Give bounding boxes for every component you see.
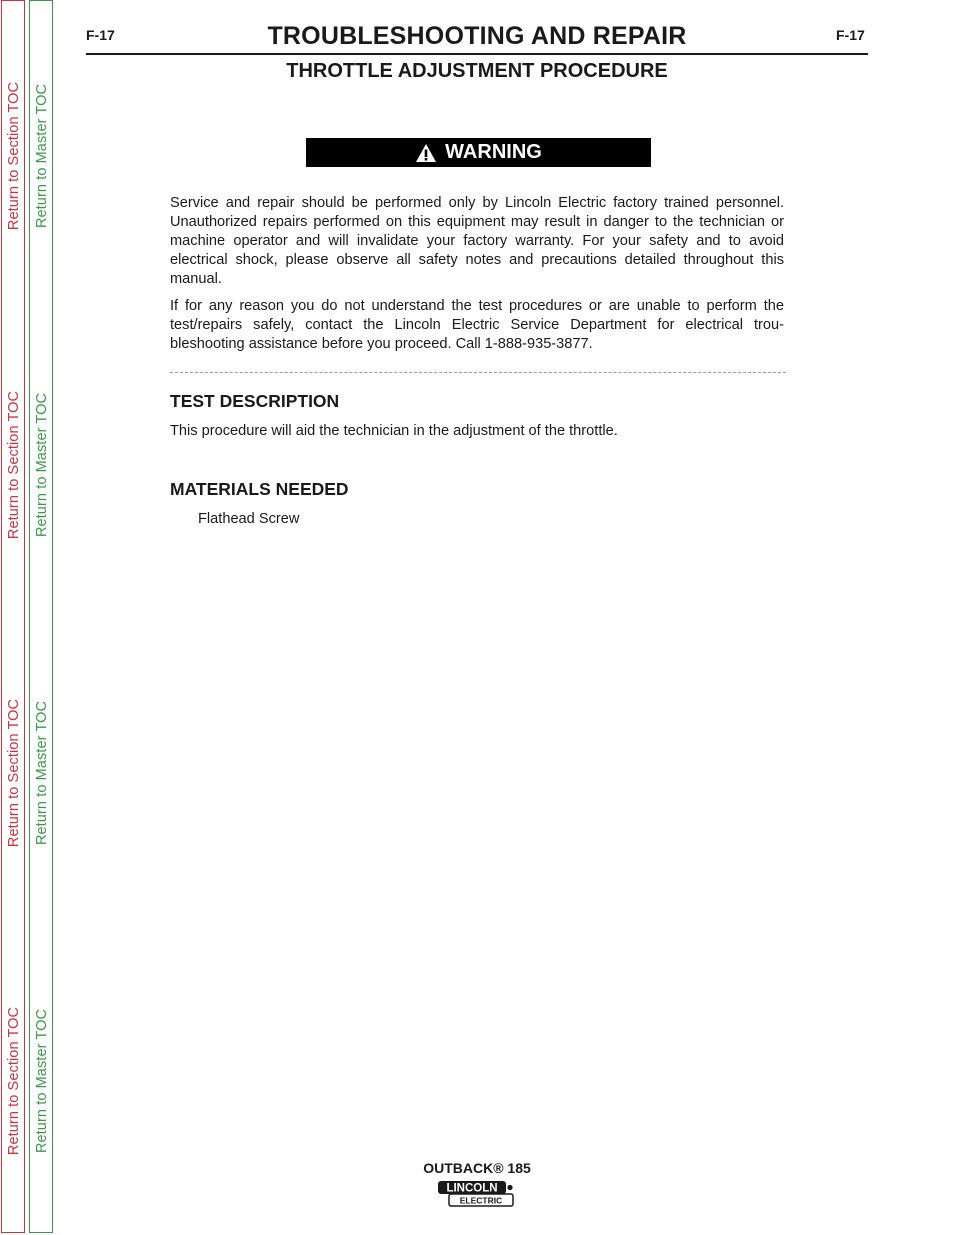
- warning-label: WARNING: [445, 141, 542, 163]
- test-description-heading: TEST DESCRIPTION: [170, 391, 340, 411]
- section-toc-label[interactable]: Return to Section TOC: [6, 81, 22, 231]
- return-to-section-toc-link[interactable]: [2, 986, 26, 1176]
- master-toc-label[interactable]: Return to Master TOC: [34, 83, 51, 229]
- procedure-title: THROTTLE ADJUSTMENT PROCEDURE: [286, 60, 668, 82]
- master-toc-label[interactable]: Return to Master TOC: [34, 1008, 51, 1154]
- material-item: Flathead Screw: [198, 511, 300, 527]
- return-to-section-toc-link[interactable]: [2, 370, 26, 560]
- section-title: TROUBLESHOOTING AND REPAIR: [267, 22, 687, 50]
- master-toc-label[interactable]: Return to Master TOC: [34, 700, 51, 846]
- materials-heading: MATERIALS NEEDED: [170, 479, 349, 499]
- return-to-section-toc-link[interactable]: [2, 61, 26, 251]
- model-name: OUTBACK® 185: [423, 1160, 531, 1176]
- safety-paragraph: Service and repair should be performed only by Lincoln Electric factory trained personnel. Unauthorized repairs performed on this equipment may result in danger to the technician or machine operator and will invalidate your factory warranty. For your safety and to avoid electrical shock, please observe all safety notes and precautions detailed throughout this manual.: [170, 195, 784, 287]
- section-toc-bar: [1, 0, 25, 1233]
- section-toc-label[interactable]: Return to Section TOC: [6, 390, 22, 540]
- page-number-right: F-17: [836, 27, 865, 43]
- section-toc-label[interactable]: Return to Section TOC: [6, 698, 22, 848]
- return-to-section-toc-link[interactable]: [2, 678, 26, 868]
- return-to-master-toc-link[interactable]: [30, 370, 54, 560]
- section-divider: [170, 372, 786, 373]
- lincoln-electric-logo: [437, 1180, 517, 1213]
- test-description-text: This procedure will aid the technician in the adjustment of the throttle.: [170, 423, 618, 439]
- warning-banner: [306, 138, 651, 167]
- contact-paragraph: If for any reason you do not understand the test procedures or are unable to perform the test/repairs safely, contact the Lincoln Electric Service Department for electrical trou-bleshooting assistance before you proceed. Call 1-888-935-3877.: [170, 298, 784, 352]
- svg-text:ELECTRIC: ELECTRIC: [459, 1195, 503, 1206]
- warning-triangle-icon: [415, 143, 437, 163]
- header-divider: [86, 53, 868, 55]
- master-toc-bar: [29, 0, 53, 1233]
- master-toc-label[interactable]: Return to Master TOC: [34, 392, 51, 538]
- svg-text:LINCOLN: LINCOLN: [446, 1182, 498, 1195]
- section-toc-label[interactable]: Return to Section TOC: [6, 1006, 22, 1156]
- return-to-master-toc-link[interactable]: [30, 986, 54, 1176]
- return-to-master-toc-link[interactable]: [30, 678, 54, 868]
- page-number-left: F-17: [86, 27, 115, 43]
- return-to-master-toc-link[interactable]: [30, 61, 54, 251]
